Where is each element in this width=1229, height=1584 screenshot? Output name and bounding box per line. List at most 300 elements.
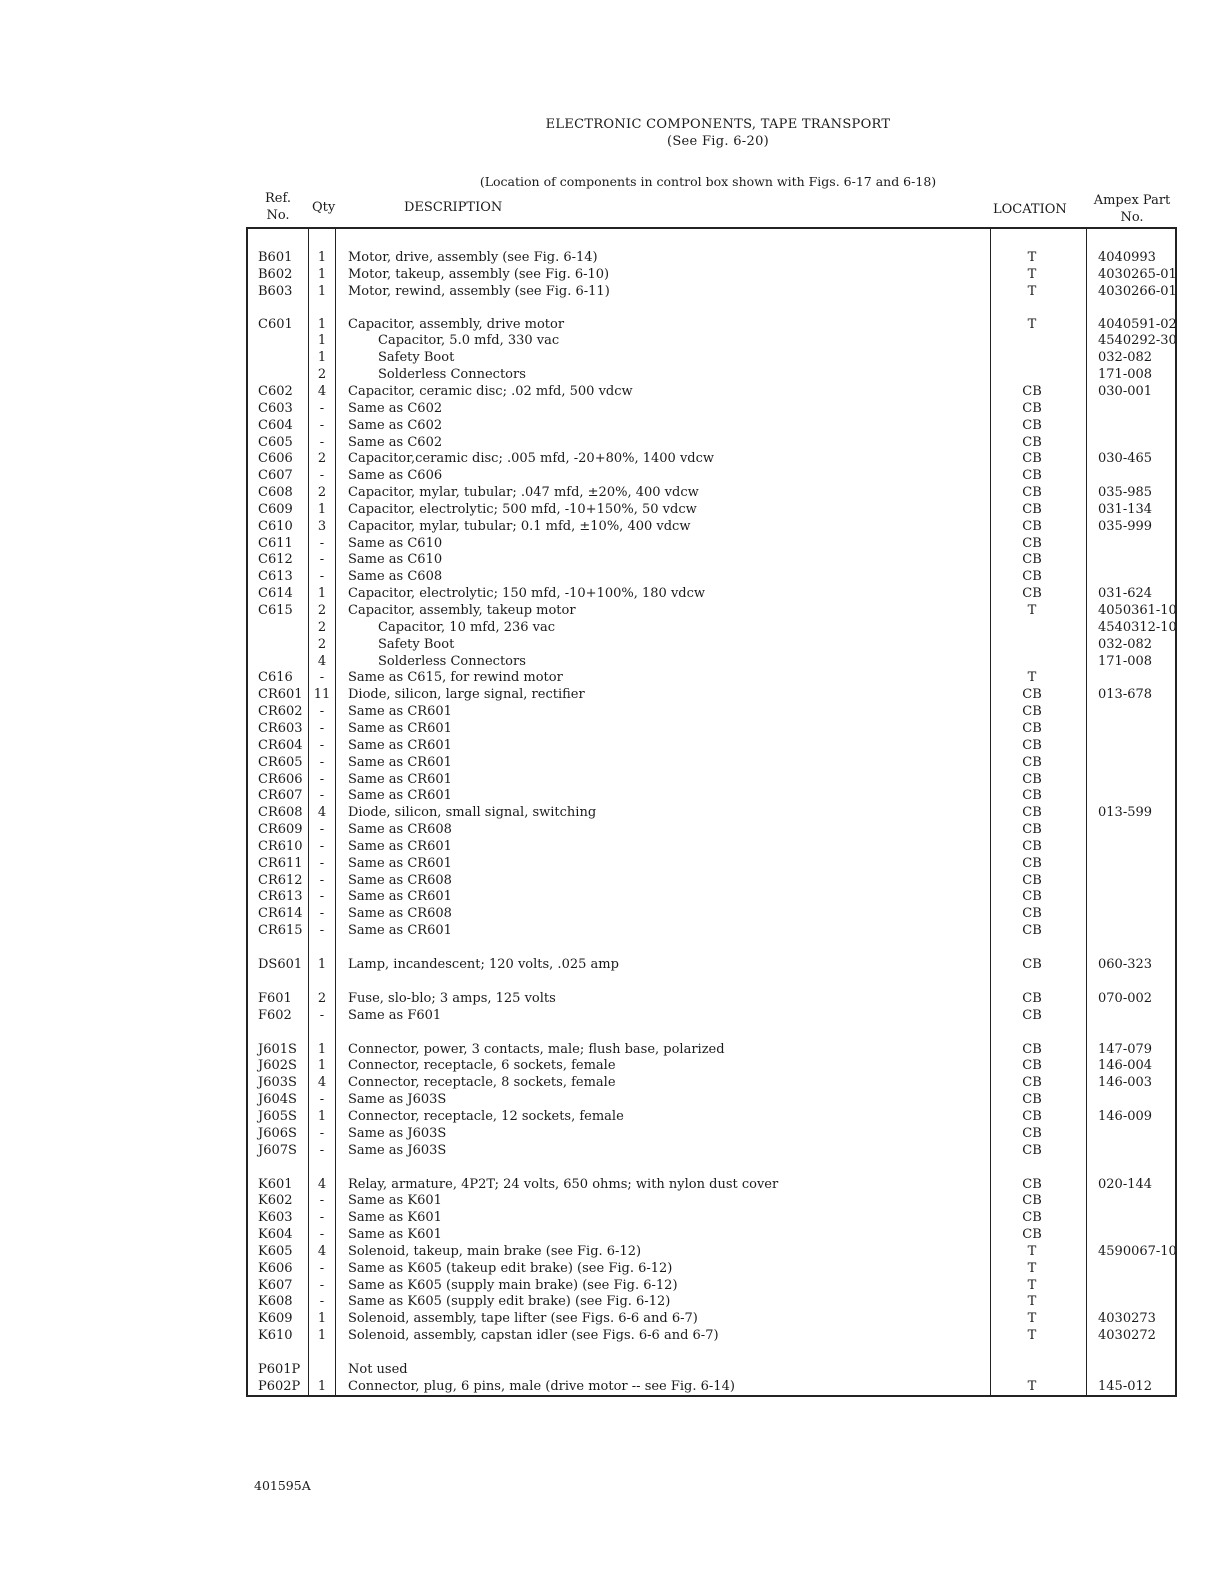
ref-cell: CR608 xyxy=(258,805,303,821)
description-cell: Same as J603S xyxy=(348,1125,447,1141)
location-cell: CB xyxy=(1022,400,1042,416)
ref-cell: C607 xyxy=(258,468,293,484)
qty-cell: - xyxy=(319,838,325,854)
document-number: 401595A xyxy=(254,1478,311,1493)
table-row xyxy=(248,1378,1179,1395)
description-cell: Motor, takeup, assembly (see Fig. 6-10) xyxy=(348,266,610,282)
qty-cell: - xyxy=(319,906,325,922)
table-row xyxy=(248,366,1179,383)
location-cell: CB xyxy=(1022,1007,1042,1023)
ref-cell: P601P xyxy=(258,1362,301,1377)
table-row xyxy=(248,855,1179,872)
description-cell: Same as C602 xyxy=(348,400,443,416)
table-row xyxy=(248,872,1179,889)
qty-cell: - xyxy=(319,822,325,838)
part-number-cell: 4030266-01 xyxy=(1098,283,1177,299)
description-cell: Same as C610 xyxy=(348,535,443,551)
location-cell: CB xyxy=(1022,1125,1042,1141)
description-cell: Same as CR601 xyxy=(348,720,452,736)
qty-cell: - xyxy=(319,872,325,888)
qty-cell: 4 xyxy=(317,1243,327,1259)
location-cell: T xyxy=(1027,1311,1037,1327)
qty-cell: 2 xyxy=(317,367,327,383)
location-cell: CB xyxy=(1022,535,1042,551)
ref-cell: K610 xyxy=(258,1328,293,1344)
qty-cell: 1 xyxy=(317,1041,327,1057)
location-cell: CB xyxy=(1022,417,1042,433)
description-cell: Capacitor,ceramic disc; .005 mfd, -20+80%, 1400 vdcw xyxy=(348,451,715,467)
part-number-cell: 146-009 xyxy=(1098,1108,1153,1124)
table-row xyxy=(248,636,1179,653)
qty-cell: - xyxy=(319,1125,325,1141)
table-row xyxy=(248,266,1179,283)
ref-cell: C604 xyxy=(258,417,293,433)
qty-cell: - xyxy=(319,1007,325,1023)
ref-cell: C602 xyxy=(258,383,293,399)
description-cell: Capacitor, assembly, drive motor xyxy=(348,316,565,332)
qty-cell: 1 xyxy=(317,250,327,265)
qty-cell: 1 xyxy=(317,333,327,349)
col-header-ref-line2: No. xyxy=(266,208,290,223)
description-cell: Same as CR608 xyxy=(348,872,452,888)
ref-cell: B602 xyxy=(258,266,293,282)
ref-cell: K601 xyxy=(258,1176,293,1192)
qty-cell: 2 xyxy=(317,451,327,467)
table-row xyxy=(248,383,1179,400)
description-cell: Same as K605 (takeup edit brake) (see Fig. 6-12) xyxy=(348,1260,673,1276)
description-cell: Same as CR601 xyxy=(348,771,452,787)
description-cell: Same as CR601 xyxy=(348,838,452,854)
qty-cell: - xyxy=(319,400,325,416)
table-row xyxy=(248,653,1179,670)
table-row xyxy=(248,669,1179,686)
location-cell: CB xyxy=(1022,838,1042,854)
description-cell: Same as K605 (supply main brake) (see Fig. 6-12) xyxy=(348,1277,678,1293)
components-table xyxy=(246,227,1177,1397)
location-cell: CB xyxy=(1022,1176,1042,1192)
part-number-cell: 4540292-30 xyxy=(1098,333,1177,349)
qty-cell: 2 xyxy=(317,619,327,635)
table-row xyxy=(248,1209,1179,1226)
ref-cell: K604 xyxy=(258,1227,293,1243)
table-row xyxy=(248,1074,1179,1091)
description-cell: Same as CR608 xyxy=(348,906,452,922)
location-cell: T xyxy=(1027,1243,1037,1259)
table-row xyxy=(248,484,1179,501)
location-cell: T xyxy=(1027,266,1037,282)
table-row xyxy=(248,1327,1179,1344)
qty-cell: - xyxy=(319,1210,325,1226)
location-cell: T xyxy=(1027,250,1037,265)
qty-cell: - xyxy=(319,670,325,686)
ref-cell: CR601 xyxy=(258,687,303,703)
table-row xyxy=(248,535,1179,552)
page-title xyxy=(0,116,1229,150)
location-cell: CB xyxy=(1022,485,1042,501)
ref-cell: C606 xyxy=(258,451,293,467)
part-number-cell: 146-003 xyxy=(1098,1075,1153,1091)
table-row xyxy=(248,1176,1179,1193)
ref-cell: C609 xyxy=(258,501,293,517)
ref-cell: CR615 xyxy=(258,923,303,939)
table-row xyxy=(248,956,1179,973)
location-cell: CB xyxy=(1022,569,1042,585)
location-cell: CB xyxy=(1022,855,1042,871)
location-cell: CB xyxy=(1022,737,1042,753)
location-cell: CB xyxy=(1022,1092,1042,1108)
title-line: ELECTRONIC COMPONENTS, TAPE TRANSPORT xyxy=(545,117,891,132)
qty-cell: - xyxy=(319,855,325,871)
part-number-cell: 035-985 xyxy=(1098,485,1153,501)
part-number-cell: 4030265-01 xyxy=(1098,266,1177,282)
description-cell: Same as C608 xyxy=(348,569,443,585)
part-number-cell: 035-999 xyxy=(1098,518,1153,534)
table-row xyxy=(248,1310,1179,1327)
ref-cell: K603 xyxy=(258,1210,293,1226)
location-cell: CB xyxy=(1022,501,1042,517)
ref-cell: J602S xyxy=(258,1058,297,1074)
description-cell: Fuse, slo-blo; 3 amps, 125 volts xyxy=(348,990,556,1006)
description-cell: Same as CR601 xyxy=(348,855,452,871)
qty-cell: 4 xyxy=(317,1075,327,1091)
qty-cell: 1 xyxy=(317,586,327,602)
location-cell: T xyxy=(1027,283,1037,299)
ref-cell: C603 xyxy=(258,400,293,416)
description-cell: Capacitor, mylar, tubular; 0.1 mfd, ±10%, 400 vdcw xyxy=(348,518,691,534)
description-cell: Same as K601 xyxy=(348,1227,442,1243)
table-row xyxy=(248,501,1179,518)
part-number-cell: 013-678 xyxy=(1098,687,1153,703)
part-number-cell: 013-599 xyxy=(1098,805,1153,821)
qty-cell: - xyxy=(319,704,325,720)
location-cell: T xyxy=(1027,603,1037,618)
col-header-description: DESCRIPTION xyxy=(404,200,503,215)
table-row xyxy=(248,518,1179,535)
qty-cell: - xyxy=(319,1142,325,1158)
location-cell: CB xyxy=(1022,518,1042,534)
part-number-cell: 4590067-10 xyxy=(1098,1243,1177,1259)
description-cell: Same as CR601 xyxy=(348,704,452,720)
part-number-cell: 145-012 xyxy=(1098,1378,1153,1394)
table-row xyxy=(248,1007,1179,1024)
table-row xyxy=(248,602,1179,619)
location-cell: CB xyxy=(1022,805,1042,821)
qty-cell: - xyxy=(319,1294,325,1310)
qty-cell: 11 xyxy=(313,687,331,703)
location-cell: CB xyxy=(1022,1193,1042,1209)
description-cell: Capacitor, 10 mfd, 236 vac xyxy=(378,619,556,635)
table-row xyxy=(248,585,1179,602)
ref-cell: P602P xyxy=(258,1378,301,1394)
ref-cell: K602 xyxy=(258,1193,293,1209)
part-number-cell: 4040591-02 xyxy=(1098,316,1177,332)
table-row xyxy=(248,905,1179,922)
part-number-cell: 020-144 xyxy=(1098,1176,1153,1192)
qty-cell: 1 xyxy=(317,283,327,299)
qty-cell: - xyxy=(319,923,325,939)
description-cell: Capacitor, ceramic disc; .02 mfd, 500 vdcw xyxy=(348,383,633,399)
description-cell: Same as CR601 xyxy=(348,889,452,905)
ref-cell: CR607 xyxy=(258,788,303,804)
location-cell: CB xyxy=(1022,1142,1042,1158)
qty-cell: - xyxy=(319,1193,325,1209)
qty-cell: - xyxy=(319,1092,325,1108)
description-cell: Lamp, incandescent; 120 volts, .025 amp xyxy=(348,957,619,972)
ref-cell: C612 xyxy=(258,552,293,568)
qty-cell: 1 xyxy=(317,316,327,332)
description-cell: Safety Boot xyxy=(378,636,455,652)
qty-cell: - xyxy=(319,552,325,568)
ref-cell: J606S xyxy=(258,1125,297,1141)
location-cell: CB xyxy=(1022,1108,1042,1124)
part-number-cell: 032-082 xyxy=(1098,350,1153,366)
table-row xyxy=(248,1260,1179,1277)
ref-cell: K607 xyxy=(258,1277,293,1293)
description-cell: Not used xyxy=(348,1362,408,1377)
col-header-part xyxy=(1086,192,1178,226)
description-cell: Same as C615, for rewind motor xyxy=(348,670,563,686)
qty-cell: - xyxy=(319,535,325,551)
qty-cell: - xyxy=(319,1260,325,1276)
qty-cell: 2 xyxy=(317,990,327,1006)
part-number-cell: 4050361-10 xyxy=(1098,603,1177,618)
description-cell: Same as C610 xyxy=(348,552,443,568)
location-cell: CB xyxy=(1022,1041,1042,1057)
qty-cell: 1 xyxy=(317,957,327,972)
qty-cell: - xyxy=(319,1227,325,1243)
description-cell: Capacitor, electrolytic; 500 mfd, -10+150%, 50 vdcw xyxy=(348,501,697,517)
location-cell: T xyxy=(1027,316,1037,332)
qty-cell: - xyxy=(319,1277,325,1293)
ref-cell: B601 xyxy=(258,250,293,265)
location-cell: CB xyxy=(1022,451,1042,467)
ref-cell: J605S xyxy=(258,1108,297,1124)
qty-cell: 4 xyxy=(317,805,327,821)
ref-cell: F602 xyxy=(258,1007,292,1023)
qty-cell: - xyxy=(319,889,325,905)
table-row xyxy=(248,332,1179,349)
col-header-ref xyxy=(262,190,294,224)
location-cell: CB xyxy=(1022,754,1042,770)
description-cell: Capacitor, electrolytic; 150 mfd, -10+100%, 180 vdcw xyxy=(348,586,706,602)
table-row xyxy=(248,1226,1179,1243)
qty-cell: - xyxy=(319,720,325,736)
qty-cell: - xyxy=(319,754,325,770)
table-row xyxy=(248,787,1179,804)
table-row xyxy=(248,450,1179,467)
table-row xyxy=(248,771,1179,788)
ref-cell: CR605 xyxy=(258,754,303,770)
location-cell: CB xyxy=(1022,720,1042,736)
description-cell: Capacitor, mylar, tubular; .047 mfd, ±20%, 400 vdcw xyxy=(348,485,699,501)
part-number-cell: 030-001 xyxy=(1098,383,1153,399)
table-row xyxy=(248,888,1179,905)
part-number-cell: 4030272 xyxy=(1098,1328,1156,1344)
table-row xyxy=(248,316,1179,333)
table-row xyxy=(248,1192,1179,1209)
qty-cell: 2 xyxy=(317,603,327,618)
location-cell: CB xyxy=(1022,771,1042,787)
description-cell: Same as F601 xyxy=(348,1007,442,1023)
ref-cell: J604S xyxy=(258,1092,297,1108)
description-cell: Connector, receptacle, 6 sockets, female xyxy=(348,1058,616,1074)
table-row xyxy=(248,400,1179,417)
table-row xyxy=(248,686,1179,703)
qty-cell: - xyxy=(319,771,325,787)
description-cell: Relay, armature, 4P2T; 24 volts, 650 ohms; with nylon dust cover xyxy=(348,1176,779,1192)
table-row xyxy=(248,467,1179,484)
location-cell: T xyxy=(1027,1260,1037,1276)
location-cell: CB xyxy=(1022,1075,1042,1091)
description-cell: Solderless Connectors xyxy=(378,367,526,383)
ref-cell: CR602 xyxy=(258,704,303,720)
ref-cell: F601 xyxy=(258,990,292,1006)
table-row xyxy=(248,838,1179,855)
table-row xyxy=(248,551,1179,568)
location-cell: CB xyxy=(1022,468,1042,484)
ref-cell: C615 xyxy=(258,603,293,618)
qty-cell: 1 xyxy=(317,1058,327,1074)
col-header-location: LOCATION xyxy=(993,202,1067,217)
table-row xyxy=(248,619,1179,636)
table-row xyxy=(248,249,1179,266)
description-cell: Capacitor, assembly, takeup motor xyxy=(348,603,576,618)
ref-cell: CR614 xyxy=(258,906,303,922)
location-cell: CB xyxy=(1022,1227,1042,1243)
description-cell: Solenoid, assembly, tape lifter (see Figs. 6-6 and 6-7) xyxy=(348,1311,698,1327)
table-row xyxy=(248,568,1179,585)
table-row xyxy=(248,1142,1179,1159)
ref-cell: CR604 xyxy=(258,737,303,753)
ref-cell: CR611 xyxy=(258,855,303,871)
part-number-cell: 031-134 xyxy=(1098,501,1153,517)
table-row xyxy=(248,754,1179,771)
description-cell: Solderless Connectors xyxy=(378,653,526,669)
description-cell: Diode, silicon, large signal, rectifier xyxy=(348,687,585,703)
ref-cell: K606 xyxy=(258,1260,293,1276)
ref-cell: CR610 xyxy=(258,838,303,854)
location-cell: CB xyxy=(1022,687,1042,703)
qty-cell: 1 xyxy=(317,501,327,517)
location-cell: CB xyxy=(1022,1210,1042,1226)
location-cell: CB xyxy=(1022,822,1042,838)
location-cell: T xyxy=(1027,1277,1037,1293)
ref-cell: B603 xyxy=(258,283,293,299)
table-row xyxy=(248,1293,1179,1310)
qty-cell: 4 xyxy=(317,1176,327,1192)
table-row xyxy=(248,1057,1179,1074)
description-cell: Connector, power, 3 contacts, male; flush base, polarized xyxy=(348,1041,725,1057)
part-number-cell: 4040993 xyxy=(1098,250,1156,265)
ref-cell: C605 xyxy=(258,434,293,450)
description-cell: Same as K605 (supply edit brake) (see Fig. 6-12) xyxy=(348,1294,671,1310)
table-row xyxy=(248,737,1179,754)
table-row xyxy=(248,1041,1179,1058)
qty-cell: 3 xyxy=(317,518,327,534)
location-cell: CB xyxy=(1022,990,1042,1006)
table-row xyxy=(248,349,1179,366)
qty-cell: 2 xyxy=(317,636,327,652)
table-row xyxy=(248,417,1179,434)
location-cell: T xyxy=(1027,1328,1037,1344)
description-cell: Same as J603S xyxy=(348,1142,447,1158)
description-cell: Connector, plug, 6 pins, male (drive motor -- see Fig. 6-14) xyxy=(348,1378,735,1394)
description-cell: Same as CR608 xyxy=(348,822,452,838)
description-cell: Same as C606 xyxy=(348,468,443,484)
description-cell: Same as C602 xyxy=(348,417,443,433)
part-number-cell: 171-008 xyxy=(1098,367,1153,383)
table-row xyxy=(248,720,1179,737)
ref-cell: K605 xyxy=(258,1243,293,1259)
description-cell: Solenoid, takeup, main brake (see Fig. 6-12) xyxy=(348,1243,642,1259)
ref-cell: C613 xyxy=(258,569,293,585)
description-cell: Capacitor, 5.0 mfd, 330 vac xyxy=(378,333,560,349)
qty-cell: - xyxy=(319,468,325,484)
table-row xyxy=(248,1125,1179,1142)
location-cell: CB xyxy=(1022,906,1042,922)
location-cell: CB xyxy=(1022,1058,1042,1074)
location-cell: CB xyxy=(1022,788,1042,804)
description-cell: Same as J603S xyxy=(348,1092,447,1108)
part-number-cell: 060-323 xyxy=(1098,957,1153,972)
description-cell: Connector, receptacle, 8 sockets, female xyxy=(348,1075,616,1091)
location-cell: T xyxy=(1027,1378,1037,1394)
qty-cell: 1 xyxy=(317,1328,327,1344)
qty-cell: - xyxy=(319,417,325,433)
ref-cell: C608 xyxy=(258,485,293,501)
ref-cell: K609 xyxy=(258,1311,293,1327)
table-row xyxy=(248,703,1179,720)
table-row xyxy=(248,434,1179,451)
ref-cell: J607S xyxy=(258,1142,297,1158)
ref-cell: DS601 xyxy=(258,957,303,972)
description-cell: Same as K601 xyxy=(348,1210,442,1226)
ref-cell: K608 xyxy=(258,1294,293,1310)
location-cell: CB xyxy=(1022,434,1042,450)
location-cell: CB xyxy=(1022,586,1042,602)
qty-cell: 1 xyxy=(317,1108,327,1124)
description-cell: Same as CR601 xyxy=(348,737,452,753)
col-header-part-line2: No. xyxy=(1120,210,1144,225)
qty-cell: 4 xyxy=(317,383,327,399)
table-row xyxy=(248,1277,1179,1294)
table-row xyxy=(248,283,1179,300)
ref-cell: CR606 xyxy=(258,771,303,787)
ref-cell: CR609 xyxy=(258,822,303,838)
part-number-cell: 070-002 xyxy=(1098,990,1153,1006)
ref-cell: J601S xyxy=(258,1041,297,1057)
description-cell: Same as CR601 xyxy=(348,923,452,939)
description-cell: Safety Boot xyxy=(378,350,455,366)
location-cell: CB xyxy=(1022,957,1042,972)
qty-cell: 1 xyxy=(317,1378,327,1394)
table-row xyxy=(248,1091,1179,1108)
ref-cell: C601 xyxy=(258,316,293,332)
table-row xyxy=(248,804,1179,821)
ref-cell: C616 xyxy=(258,670,293,686)
location-cell: CB xyxy=(1022,704,1042,720)
part-number-cell: 147-079 xyxy=(1098,1041,1153,1057)
table-row xyxy=(248,1243,1179,1260)
ref-cell: J603S xyxy=(258,1075,297,1091)
qty-cell: - xyxy=(319,434,325,450)
ref-cell: C610 xyxy=(258,518,293,534)
location-cell: CB xyxy=(1022,552,1042,568)
col-header-ref-line1: Ref. xyxy=(265,191,291,206)
table-row xyxy=(248,1361,1179,1378)
part-number-cell: 4030273 xyxy=(1098,1311,1156,1327)
ref-cell: CR612 xyxy=(258,872,303,888)
